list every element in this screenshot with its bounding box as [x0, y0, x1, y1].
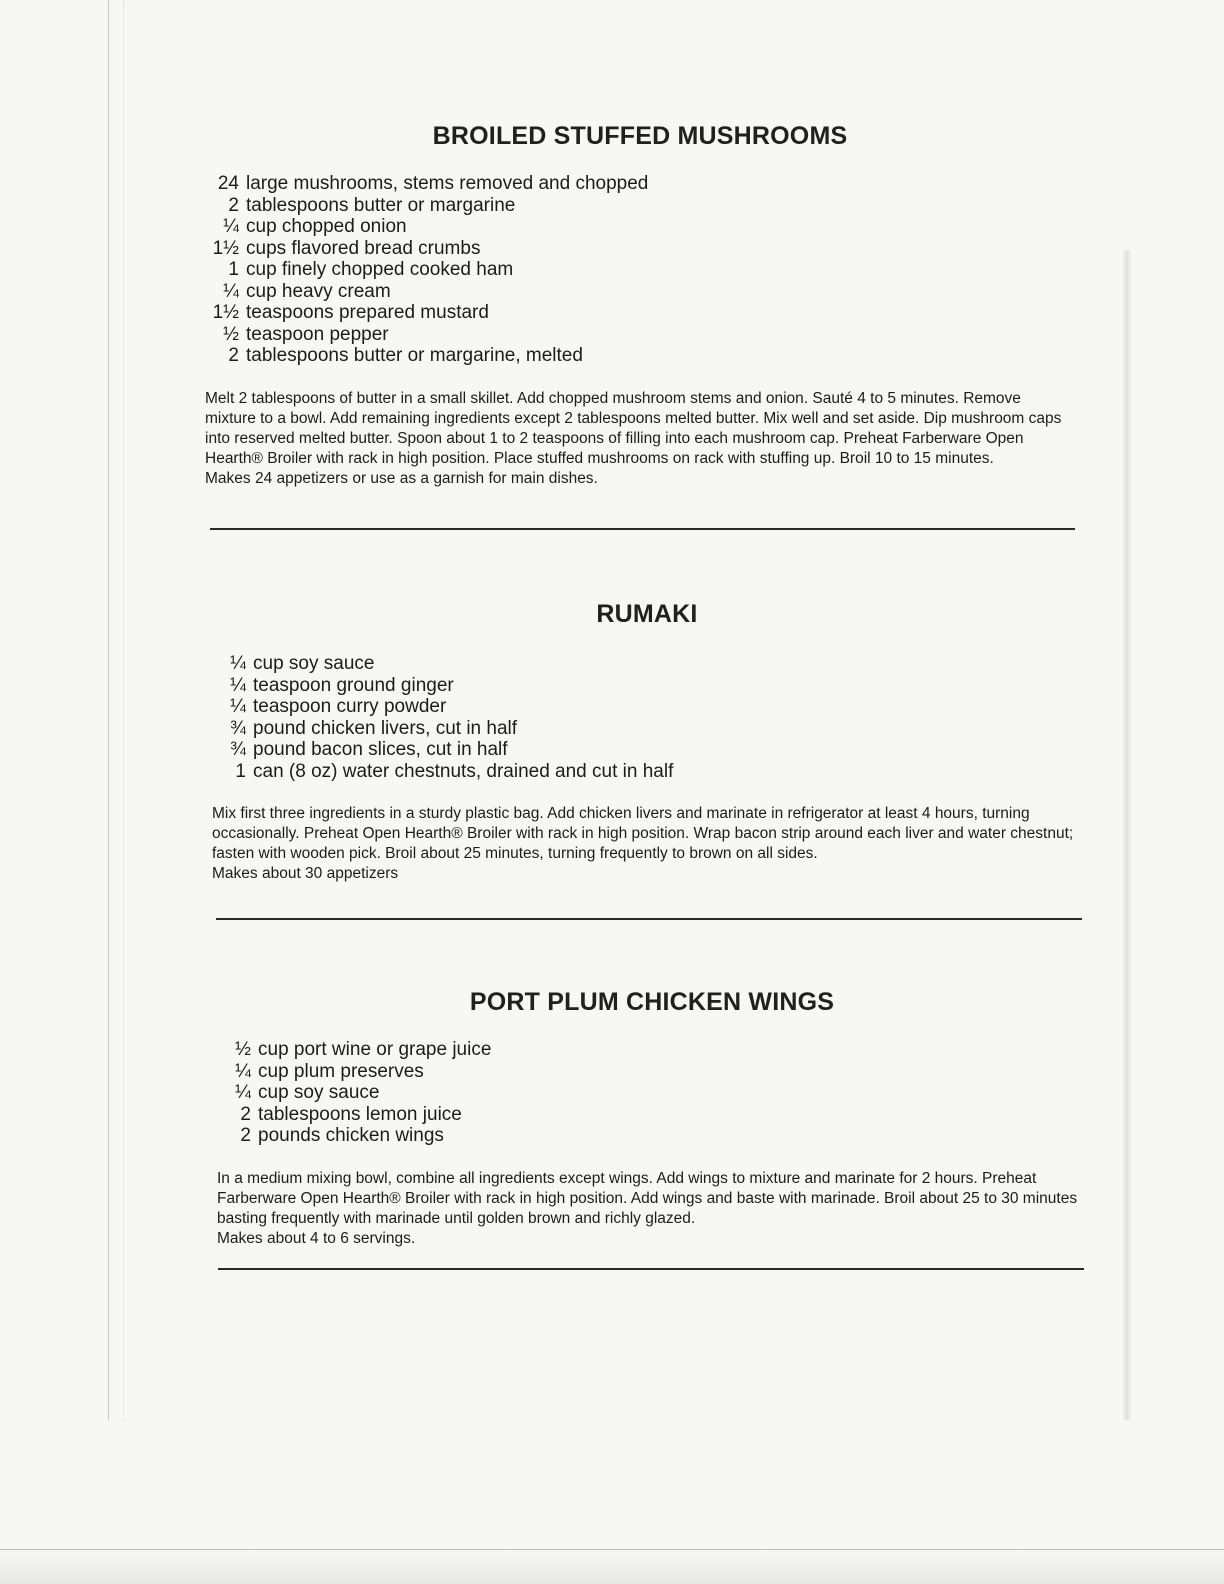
ingredient-quantity: ¼ — [235, 1060, 251, 1082]
ingredient-text: cup finely chopped cooked ham — [246, 259, 514, 280]
recipe-title: PORT PLUM CHICKEN WINGS — [469, 988, 835, 1016]
ingredient-quantity: ¾ — [230, 717, 246, 739]
ingredient-text: cup plum preserves — [258, 1060, 424, 1082]
ingredient-text: teaspoons prepared mustard — [246, 302, 489, 323]
ingredient-line — [212, 675, 1082, 697]
ingredient-text: pound bacon slices, cut in half — [253, 739, 508, 760]
recipe-method: Melt 2 tablespoons of butter in a small skillet. Add chopped mushroom stems and onion. Sauté 4 to 5 minutes. Remove mixture to a bowl. Add remaining ingredients except 2 tablespoons melted butter. Mix well and set aside. Dip mushroom caps into reserved melted butter. Spoon about 1 to 2 teaspoons of filling into each mushroom cap. Preheat Farberware Open Hearth® Broiler with rack in high position. Place stuffed mushrooms on rack with stuffing up. Broil 10 to 15 minutes. — [205, 389, 1062, 467]
ingredient-line — [205, 259, 1075, 281]
recipe-title: RUMAKI — [596, 600, 698, 628]
ingredient-quantity: 1½ — [212, 302, 239, 323]
ingredient-quantity: ¼ — [230, 696, 246, 717]
ingredient-line — [205, 281, 1075, 303]
ingredient-line — [212, 653, 1082, 675]
ingredient-line — [217, 1039, 1087, 1061]
recipe-yield: Makes about 30 appetizers — [212, 865, 399, 882]
ingredient-text: cup soy sauce — [258, 1082, 380, 1103]
ingredient-text: cups flavored bread crumbs — [246, 237, 481, 259]
ingredient-line — [212, 739, 1082, 761]
ingredient-text: large mushrooms, stems removed and chopped — [246, 173, 649, 194]
ingredient-line — [205, 216, 1075, 238]
ingredient-line — [205, 345, 1075, 367]
recipe-port-plum-chicken-wings — [217, 988, 1087, 1249]
ingredient-line — [217, 1061, 1087, 1083]
ingredient-line — [212, 696, 1082, 718]
ingredient-line — [205, 324, 1075, 346]
scan-shadow-edge — [1122, 250, 1132, 1420]
recipe-method: Mix first three ingredients in a sturdy plastic bag. Add chicken livers and marinate in refrigerator at least 4 hours, turning occasionally. Preheat Open Hearth® Broiler with rack in high position. Wrap bacon strip around each liver and water chestnut; fasten with wooden pick. Broil about 25 minutes, turning frequently to brown on all sides. — [212, 805, 1074, 862]
ingredient-quantity: ¼ — [223, 280, 239, 302]
ingredient-quantity: 2 — [228, 345, 239, 366]
ingredient-quantity: ½ — [235, 1039, 251, 1060]
section-divider — [216, 918, 1082, 920]
ingredient-quantity: ¼ — [230, 653, 246, 674]
ingredient-quantity: ¼ — [235, 1082, 251, 1103]
ingredient-text: tablespoons butter or margarine — [246, 194, 516, 216]
section-divider — [210, 528, 1075, 530]
ingredient-quantity: 2 — [240, 1125, 251, 1146]
ingredient-text: cup heavy cream — [246, 280, 391, 302]
ingredient-line — [212, 761, 1082, 783]
ingredient-line — [217, 1125, 1087, 1147]
ingredient-quantity: 1 — [235, 760, 246, 782]
page-binding-edge — [108, 0, 124, 1420]
ingredient-quantity: 1½ — [212, 237, 239, 259]
ingredient-quantity: 2 — [240, 1103, 251, 1125]
ingredient-list — [212, 653, 1082, 782]
ingredient-text: teaspoon pepper — [246, 323, 389, 345]
ingredient-text: cup port wine or grape juice — [258, 1039, 492, 1060]
ingredient-line — [205, 302, 1075, 324]
ingredient-text: cup soy sauce — [253, 653, 375, 674]
ingredient-text: can (8 oz) water chestnuts, drained and cut in half — [253, 760, 674, 782]
ingredient-quantity: 24 — [217, 173, 239, 194]
ingredient-text: cup chopped onion — [246, 216, 407, 237]
ingredient-text: pound chicken livers, cut in half — [253, 717, 518, 739]
recipe-yield: Makes 24 appetizers or use as a garnish for main dishes. — [205, 469, 598, 487]
recipe-yield: Makes about 4 to 6 servings. — [217, 1229, 416, 1247]
ingredient-list — [217, 1039, 1087, 1147]
scan-bottom-edge — [0, 1549, 1224, 1584]
ingredient-quantity: ¾ — [230, 739, 246, 760]
ingredient-text: tablespoons lemon juice — [258, 1103, 462, 1125]
ingredient-text: teaspoon ground ginger — [253, 674, 454, 696]
ingredient-quantity: 1 — [228, 259, 239, 280]
ingredient-text: pounds chicken wings — [258, 1125, 444, 1146]
recipe-rumaki — [212, 600, 1082, 884]
ingredient-line — [205, 238, 1075, 260]
ingredient-quantity: 2 — [228, 194, 239, 216]
ingredient-list — [205, 173, 1075, 367]
ingredient-quantity: ¼ — [223, 216, 239, 237]
ingredient-line — [205, 173, 1075, 195]
ingredient-line — [212, 718, 1082, 740]
section-divider — [218, 1268, 1084, 1270]
ingredient-quantity: ½ — [223, 323, 239, 345]
ingredient-line — [217, 1104, 1087, 1126]
ingredient-quantity: ¼ — [230, 674, 246, 696]
ingredient-line — [205, 195, 1075, 217]
ingredient-text: tablespoons butter or margarine, melted — [246, 345, 583, 366]
ingredient-line — [217, 1082, 1087, 1104]
recipe-method: In a medium mixing bowl, combine all ingredients except wings. Add wings to mixture and marinate for 2 hours. Preheat Farberware Open Hearth® Broiler with rack in high position. Add wings and baste with marinade. Broil about 25 to 30 minutes basting frequently with marinade until golden brown and richly glazed. — [217, 1169, 1078, 1227]
recipe-broiled-stuffed-mushrooms — [205, 122, 1075, 489]
ingredient-text: teaspoon curry powder — [253, 696, 447, 717]
recipe-title: BROILED STUFFED MUSHROOMS — [432, 122, 848, 150]
